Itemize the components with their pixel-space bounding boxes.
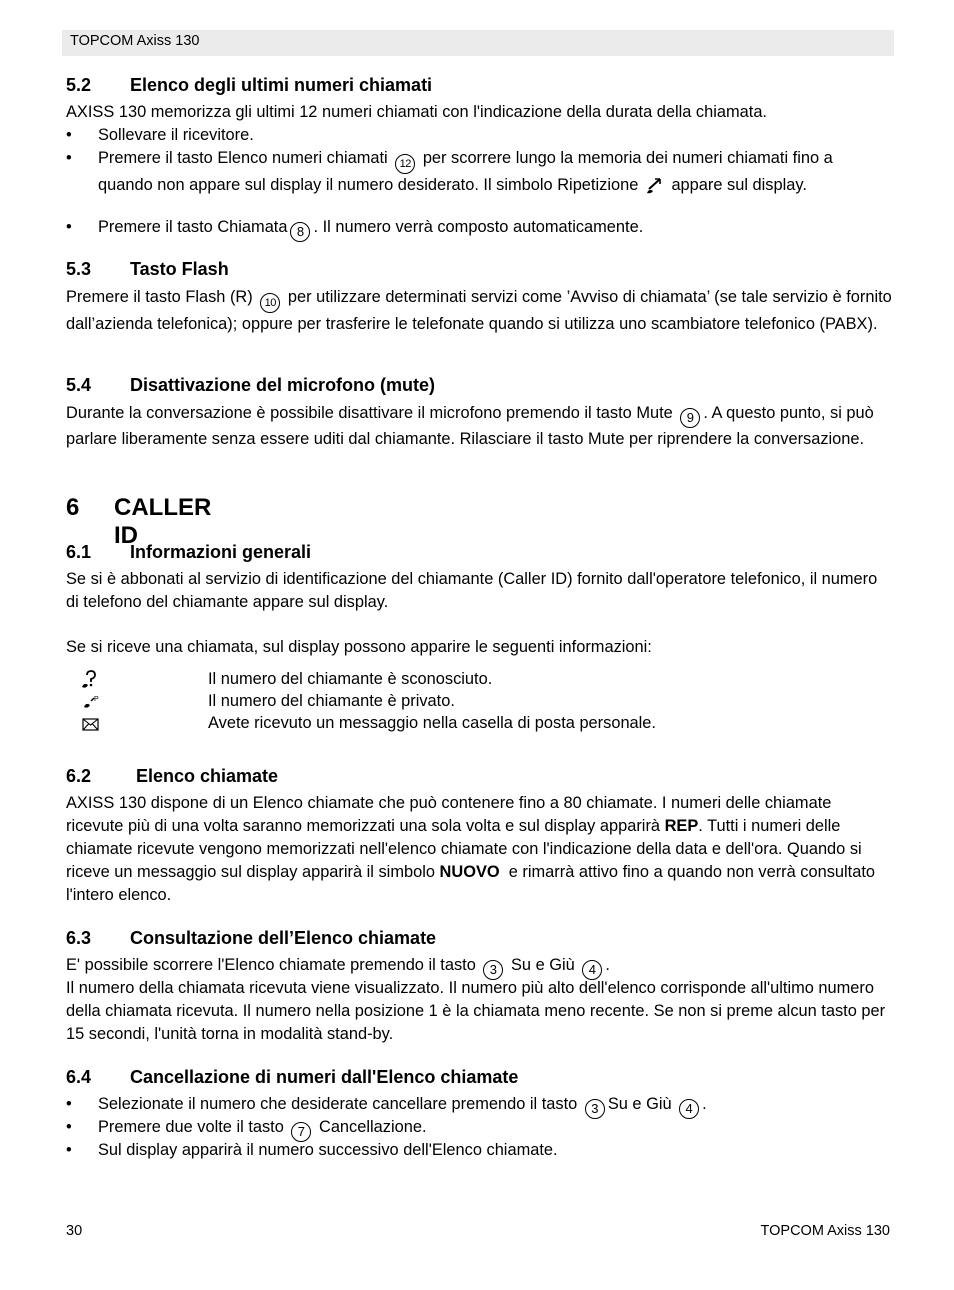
key-3-icon: 3 xyxy=(483,960,503,980)
section-6-1-p2: Se si riceve una chiamata, sul display possono apparire le seguenti informazioni: xyxy=(66,638,652,656)
redial-icon xyxy=(643,175,667,197)
unknown-caller-icon xyxy=(80,670,102,690)
envelope-icon xyxy=(80,714,102,734)
page-header xyxy=(62,30,894,56)
footer-brand: TOPCOM Axiss 130 xyxy=(760,1223,890,1239)
header-title: TOPCOM Axiss 130 xyxy=(70,33,200,49)
section-5-3-text: Premere il tasto Flash (R) 10 per utilizzare determinati servizi come ’Avviso di chiamata’ (se tale servizio è fornito dall’azienda telefonica); oppure per trasferire le telefonate quando si utilizza uno scambiatore telefonico (PABX). xyxy=(66,288,892,333)
key-9-icon: 9 xyxy=(680,408,700,428)
section-6-1-p1: Se si è abbonati al servizio di identificazione del chiamante (Caller ID) fornito dall'operatore telefonico, il numero di telefono del chiamante appare sul display. xyxy=(66,570,878,611)
private-caller-icon xyxy=(80,692,102,712)
section-6-3-text: Il numero della chiamata ricevuta viene visualizzato. Il numero più alto dell'elenco corrisponde all'ultimo numero della chiamata ricevuta. Il numero nella posizione 1 è la chiamata meno recente. Se non si preme alcun tasto per 15 secondi, l'unità torna in modalità stand-by. xyxy=(66,979,886,1043)
svg-text:P: P xyxy=(94,696,99,703)
key-4-icon: 4 xyxy=(679,1099,699,1119)
key-3-icon: 3 xyxy=(585,1099,605,1119)
key-10-icon: 10 xyxy=(260,293,280,313)
section-5-2-intro: AXISS 130 memorizza gli ultimi 12 numeri chiamati con l'indicazione della durata della chiamata. xyxy=(66,103,767,121)
key-4-icon: 4 xyxy=(582,960,602,980)
section-5-4-text: Durante la conversazione è possibile disattivare il microfono premendo il tasto Mute 9 . A questo punto, si può parlare liberamente senza essere uditi dal chiamante. Rilasciare il tasto Mute per riprendere la conversazione. xyxy=(66,404,874,448)
section-6-2-text: AXISS 130 dispone di un Elenco chiamate che può contenere fino a 80 chiamate. I numeri delle chiamate ricevute più di una volta saranno memorizzati una sola volta e sul display apparirà REP. Tutti i numeri delle chiamate ricevute vengono memorizzati nell'elenco chiamate con l'indicazione della data e dell'ora. Quando si riceve un messaggio sul display apparirà il simbolo NUOVO e rimarrà attivo fino a quando non verrà consultato l'intero elenco. xyxy=(66,794,876,904)
page-number: 30 xyxy=(66,1223,83,1239)
section-title: Elenco degli ultimi numeri chiamati xyxy=(130,75,433,95)
key-12-icon: 12 xyxy=(395,154,415,174)
section-6-3-line1: E' possibile scorrere l'Elenco chiamate premendo il tasto 3 Su e Giù 4 . xyxy=(66,954,892,980)
key-7-icon: 7 xyxy=(291,1122,311,1142)
key-8-icon: 8 xyxy=(290,222,310,242)
section-number: 5.2 xyxy=(66,75,92,95)
